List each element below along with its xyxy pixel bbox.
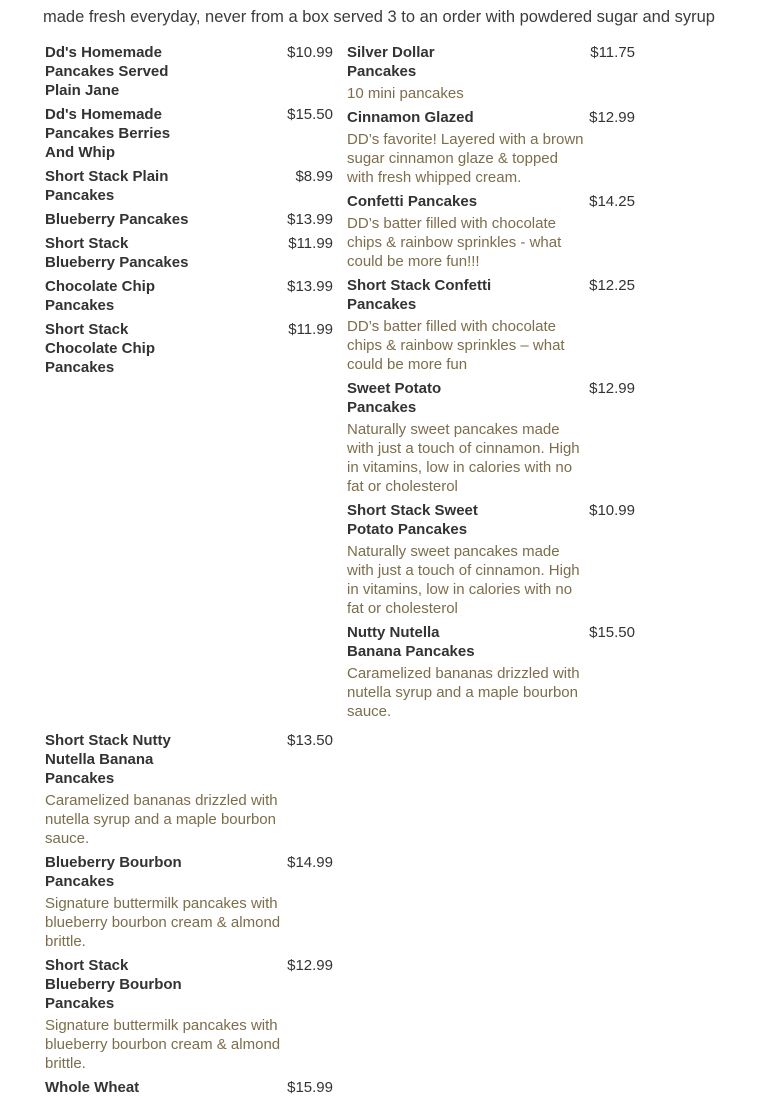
menu-item[interactable] [347,623,635,721]
menu-list-right [347,43,635,721]
menu-item[interactable] [45,731,333,848]
item-name: Short Stack Sweet Potato Pancakes [347,502,478,538]
menu-item[interactable] [45,277,333,315]
section-description: made fresh everyday, never from a box served 3 to an order with powdered sugar and syrup [43,8,715,26]
item-name: Short Stack Blueberry Pancakes [45,235,189,271]
item-description: Signature buttermilk pancakes with blueberry bourbon cream & almond brittle. [45,1017,281,1072]
item-row [347,379,635,417]
item-name: Blueberry Pancakes [45,211,189,228]
item-price: $10.99 [589,502,635,519]
item-row [45,43,333,100]
item-name: Sweet Potato Pancakes [347,380,442,416]
item-name: Dd's Homemade Pancakes Berries And Whip [45,106,171,161]
item-price: $13.99 [287,211,333,228]
menu-column-left [45,43,333,1102]
item-price: $8.99 [295,168,333,185]
item-name: Short Stack Chocolate Chip Pancakes [45,321,156,376]
item-price: $11.99 [288,321,333,338]
item-row [45,210,333,229]
item-price: $12.99 [287,957,333,974]
item-price: $10.99 [287,44,333,61]
item-name: Cinnamon Glazed [347,109,474,126]
item-row [347,192,635,211]
item-name: Short Stack Confetti Pancakes [347,277,492,313]
item-description: Caramelized bananas drizzled with nutella syrup and a maple bourbon sauce. [45,792,278,847]
item-name: Whole Wheat [45,1079,140,1096]
menu-item[interactable] [45,167,333,205]
item-row [45,1078,333,1097]
item-name: Nutty Nutella Banana Pancakes [347,624,475,660]
menu-item[interactable] [347,43,635,103]
item-name: Confetti Pancakes [347,193,478,210]
item-price: $15.50 [287,106,333,123]
item-description: DD’s batter filled with chocolate chips & rainbow sprinkles - what could be more fun!!! [347,215,562,270]
item-name: Chocolate Chip Pancakes [45,278,156,314]
item-row [347,501,635,539]
item-price: $15.99 [287,1079,333,1096]
item-description: Naturally sweet pancakes made with just a touch of cinnamon. High in vitamins, low in calories with no fat or cholesterol [347,543,580,617]
menu-list-left-bottom [45,731,333,1097]
item-price: $14.25 [589,193,635,210]
item-description: DD’s favorite! Layered with a brown sugar cinnamon glaze & topped with fresh whipped cream. [347,131,584,186]
item-price: $12.25 [589,277,635,294]
item-price: $12.99 [589,380,635,397]
item-row [45,167,333,205]
item-price: $11.75 [590,44,635,61]
item-description: 10 mini pancakes [347,85,464,102]
menu-list-left-top [45,43,333,377]
item-row [45,731,333,788]
menu-item[interactable] [45,956,333,1073]
item-row [347,623,635,661]
item-price: $14.99 [287,854,333,871]
menu-item[interactable] [347,276,635,374]
menu-item[interactable] [45,43,333,100]
item-name: Short Stack Plain Pancakes [45,168,169,204]
item-price: $12.99 [589,109,635,126]
item-price: $15.50 [589,624,635,641]
item-row [45,277,333,315]
item-price: $13.99 [287,278,333,295]
menu-item[interactable] [45,853,333,951]
item-price: $13.50 [287,732,333,749]
item-description: Naturally sweet pancakes made with just a touch of cinnamon. High in vitamins, low in calories with no fat or cholesterol [347,421,580,495]
menu-item[interactable] [347,192,635,271]
item-row [45,234,333,272]
menu-columns [45,43,765,1102]
column-spacer [45,382,333,731]
item-row [45,956,333,1013]
item-name: Blueberry Bourbon Pancakes [45,854,182,890]
item-row [45,320,333,377]
item-row [45,853,333,891]
item-price: $11.99 [288,235,333,252]
menu-item[interactable] [347,501,635,618]
item-row [347,108,635,127]
item-name: Short Stack Blueberry Bourbon Pancakes [45,957,182,1012]
item-description: Caramelized bananas drizzled with nutella syrup and a maple bourbon sauce. [347,665,580,720]
item-name: Short Stack Nutty Nutella Banana Pancakes [45,732,171,787]
menu-item[interactable] [45,210,333,229]
menu-item[interactable] [347,108,635,187]
menu-item[interactable] [45,234,333,272]
menu-item[interactable] [45,1078,333,1097]
item-name: Dd's Homemade Pancakes Served Plain Jane [45,44,169,99]
item-description: DD’s batter filled with chocolate chips & rainbow sprinkles – what could be more fun [347,318,565,373]
menu-item[interactable] [45,105,333,162]
item-row [347,276,635,314]
item-row [347,43,635,81]
item-description: Signature buttermilk pancakes with blueberry bourbon cream & almond brittle. [45,895,281,950]
item-row [45,105,333,162]
menu-item[interactable] [45,320,333,377]
menu-column-right [347,43,635,726]
item-name: Silver Dollar Pancakes [347,44,435,80]
menu-item[interactable] [347,379,635,496]
